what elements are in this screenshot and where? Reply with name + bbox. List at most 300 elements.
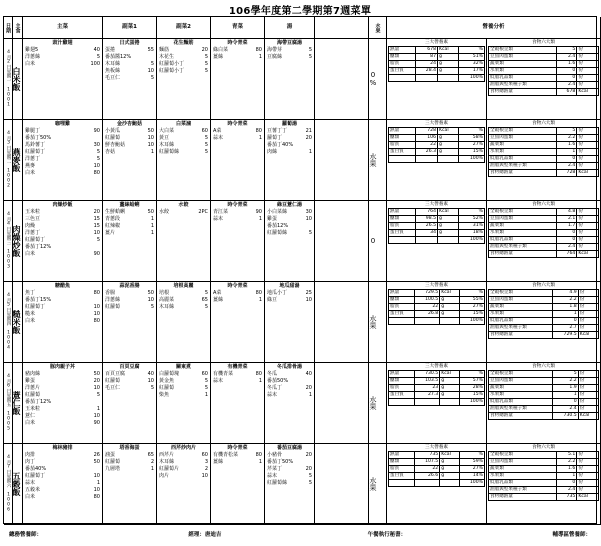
- ingredient-qty: 10: [201, 473, 208, 479]
- ingredient-row: [103, 209, 156, 216]
- ingredient-name: 洋蔥絲: [105, 297, 121, 303]
- ingredient-name: 蒜末: [267, 473, 278, 479]
- ingredient-qty: 60: [201, 452, 208, 458]
- ingredient-row: [157, 290, 210, 297]
- dish-name: 時令青菜: [227, 445, 248, 451]
- macro-cell: g: [438, 61, 459, 68]
- food-group-table: [487, 39, 600, 119]
- macro-cell: [389, 318, 415, 325]
- macro-cell: g: [438, 135, 459, 142]
- ingredient-qty: 5: [204, 61, 208, 67]
- group-cell: 份: [578, 318, 598, 325]
- footer-manager: 經理：唐迪吉: [188, 532, 222, 538]
- ingredient-qty: 5: [96, 54, 100, 60]
- group-cell: 5: [557, 47, 577, 54]
- ingredient-row: [211, 452, 264, 459]
- ingredient-row: [265, 54, 314, 61]
- group-cell: 油脂與堅果種子類: [489, 325, 553, 332]
- ingredient-qty: 50: [147, 128, 154, 134]
- ingredient-name: 魚丁: [25, 290, 36, 296]
- macro-cell: 100%: [459, 480, 484, 487]
- ingredient-name: 冬瓜: [267, 371, 278, 377]
- dish-side1-2: [103, 201, 157, 282]
- macro-table: [387, 444, 487, 524]
- ingredient-name: 紅蘿蔔絲: [267, 230, 288, 236]
- ingredient-row: [23, 406, 102, 413]
- macro-cell: 醣類: [389, 378, 415, 385]
- ingredient-qty: 50: [93, 459, 100, 465]
- ingredient-name: 高麗菜: [159, 297, 175, 303]
- group-cell: 2.4: [552, 406, 578, 413]
- group-cell: 份: [578, 406, 598, 413]
- macro-cell: 32%: [458, 61, 484, 68]
- ingredient-name: 豆腐絲: [267, 54, 283, 60]
- ingredient-name: 木耳絲: [159, 304, 175, 310]
- ingredient-qty: [84, 135, 100, 142]
- group-cell: 1: [557, 149, 577, 156]
- ingredient-qty: 15: [93, 223, 100, 229]
- ingredient-row: [265, 480, 314, 487]
- ingredient-row: [103, 290, 156, 297]
- ingredient-row: [265, 297, 314, 304]
- ingredient-row: [23, 223, 102, 230]
- group-cell: 1.6: [557, 142, 577, 149]
- ingredient-row: [265, 378, 314, 385]
- dish-veg-3: [211, 282, 265, 363]
- staple-name: 燕麥飯: [12, 148, 21, 172]
- ingredient-row: [157, 297, 210, 304]
- group-cell: 油脂與堅果種子類: [489, 406, 553, 413]
- ingredient-row: [211, 297, 264, 304]
- ingredient-name: 雞腿丁: [25, 128, 41, 134]
- ingredient-name: 冬瓜丁: [267, 385, 283, 391]
- ingredient-name: 水餃: [159, 209, 170, 215]
- macro-cell: [438, 156, 459, 163]
- ingredient-name: 黃豆: [159, 135, 170, 141]
- ingredient-qty: [296, 142, 312, 149]
- ingredient-name: 番茄丁15%: [25, 297, 52, 303]
- group-cell: 764: [557, 251, 577, 258]
- group-cell: 728: [557, 170, 577, 177]
- group-cell: 食材總熱量: [489, 413, 553, 420]
- staple-cell: [13, 39, 23, 120]
- ingredient-name: 紅蘿蔔絲: [159, 149, 180, 155]
- ingredient-row: [211, 290, 264, 297]
- ingredient-name: 青蔥段: [105, 216, 121, 222]
- ingredient-name: 香腸: [105, 290, 116, 296]
- macro-cell: Kcal: [438, 128, 459, 135]
- dish-side2-4: [157, 363, 211, 444]
- ingredient-row: [265, 452, 314, 459]
- group-cell: 食材總熱量: [489, 170, 557, 177]
- macro-cell: [416, 237, 438, 244]
- ingredient-row: [23, 251, 102, 258]
- group-cell: 1: [557, 473, 577, 480]
- group-cell: 低脂乳品類: [489, 318, 553, 325]
- macro-cell: 熱量: [389, 209, 416, 216]
- ingredient-name: 蘿蔔丁: [267, 135, 283, 141]
- ingredient-row: [265, 290, 314, 297]
- dish-name: 時令青菜: [227, 121, 248, 127]
- ingredient-row: [23, 142, 102, 149]
- group-cell: 2.4: [557, 244, 577, 251]
- ingredient-row: [23, 385, 102, 392]
- macro-cell: 熱量: [389, 47, 416, 54]
- ingredient-name: 番茄丁12%: [25, 244, 52, 250]
- macro-cell: g: [438, 230, 459, 237]
- dish-main-3: [23, 282, 103, 363]
- group-cell: 食材總熱量: [489, 89, 557, 96]
- group-cell: 0: [557, 237, 577, 244]
- macro-cell: g: [440, 304, 460, 311]
- ingredient-qty: 10: [93, 473, 100, 479]
- group-cell: 全穀根莖類: [489, 371, 553, 378]
- ingredient-name: 麵筋: [159, 47, 170, 53]
- ingredient-row: [103, 128, 156, 135]
- fruit-cell: [369, 201, 387, 282]
- dish-side2-3: [157, 282, 211, 363]
- macro-cell: %: [458, 209, 484, 216]
- ingredient-qty: 90: [93, 251, 100, 257]
- ingredient-name: 白米: [25, 420, 36, 426]
- food-group-table: [487, 282, 600, 362]
- fruit-cell: [369, 120, 387, 201]
- macro-cell: g: [438, 223, 459, 230]
- group-cell: 份: [578, 385, 598, 392]
- ingredient-name: 玉米粒: [25, 406, 41, 412]
- ingredient-qty: 5: [308, 47, 312, 53]
- nutrition-panel: [387, 363, 600, 443]
- ingredient-qty: 5: [308, 230, 312, 236]
- ingredient-name: 木耳絲: [159, 142, 175, 148]
- ingredient-qty: 1: [258, 216, 262, 222]
- macro-cell: 100%: [459, 399, 484, 406]
- macro-cell: 26.6: [415, 473, 440, 480]
- ingredient-row: [211, 371, 264, 378]
- macro-cell: %: [459, 452, 484, 459]
- ingredient-qty: 5: [204, 68, 208, 74]
- group-cell: 份: [578, 371, 598, 378]
- macro-cell: 100%: [458, 237, 484, 244]
- group-cell: 4.9: [552, 290, 578, 297]
- ingredient-name: 肉排: [25, 452, 36, 458]
- dish-main-0: [23, 39, 103, 120]
- macro-cell: 熱量: [389, 371, 415, 378]
- nutrition-cell: [387, 444, 601, 525]
- ingredient-qty: 10: [147, 378, 154, 384]
- macro-cell: g: [440, 392, 460, 399]
- header-side2: 副菜2: [157, 17, 211, 39]
- ingredient-name: 蒜末: [213, 378, 224, 384]
- ingredient-qty: 30: [93, 142, 100, 148]
- ingredient-row: [103, 385, 156, 392]
- ingredient-name: 有機青菜: [213, 371, 234, 377]
- macro-cell: %: [459, 290, 484, 297]
- ingredient-row: [103, 371, 156, 378]
- macro-cell: 28.4: [416, 68, 438, 75]
- ingredient-name: 番茄丁12%: [25, 399, 52, 405]
- ingredient-row: [103, 459, 156, 466]
- macro-cell: [415, 318, 440, 325]
- ingredient-qty: [84, 244, 100, 251]
- ingredient-qty: 20: [305, 452, 312, 458]
- macro-cell: g: [438, 216, 459, 223]
- dish-name: 水餃: [178, 202, 189, 208]
- dish-name: 花生麵筋: [173, 40, 194, 46]
- ingredient-name: A菜: [213, 128, 222, 134]
- macro-cell: 脂質: [389, 61, 416, 68]
- macro-cell: g: [438, 142, 459, 149]
- group-cell: Kcal: [578, 413, 598, 420]
- group-cell: Kcal: [577, 251, 599, 258]
- group-cell: 低脂乳品類: [489, 399, 553, 406]
- ingredient-row: [23, 466, 102, 473]
- footer-executor: 午餐執行秘書：: [367, 532, 407, 538]
- header-fruit: 水果: [369, 17, 387, 39]
- group-cell: 4.8: [557, 209, 577, 216]
- macro-cell: [389, 480, 415, 487]
- ingredient-row: [265, 209, 314, 216]
- group-cell: 豆魚肉蛋類: [489, 216, 557, 223]
- group-cell: 份: [577, 473, 599, 480]
- dish-side2-2: [157, 201, 211, 282]
- ingredient-name: 番茄丁50%: [25, 135, 52, 141]
- ingredient-row: [265, 47, 314, 54]
- header-veg: 青菜: [211, 17, 265, 39]
- ingredient-name: 白蘿蔔塊: [159, 371, 180, 377]
- ingredient-qty: 10: [147, 297, 154, 303]
- ingredient-qty: 10: [93, 487, 100, 493]
- staple-cell: [13, 201, 23, 282]
- group-title: 食物六大類: [532, 283, 555, 288]
- group-cell: 食材總熱量: [489, 332, 553, 339]
- group-cell: 份: [578, 304, 598, 311]
- ingredient-name: 毛豆仁: [105, 75, 121, 81]
- fruit-cell: [369, 39, 387, 120]
- staple-name: 肉燥炒飯: [12, 225, 21, 257]
- ingredient-row: [265, 142, 314, 149]
- ingredient-qty: 10: [93, 311, 100, 317]
- ingredient-row: [265, 392, 314, 399]
- group-cell: 2.2: [557, 459, 577, 466]
- group-cell: 食材總熱量: [489, 251, 557, 258]
- dish-name: 西芹炒肉片: [170, 445, 196, 451]
- dish-name: 咖哩雞: [54, 121, 70, 127]
- ingredient-name: 滷蛋: [105, 452, 116, 458]
- nutrition-cell: [387, 120, 601, 201]
- ingredient-row: [157, 135, 210, 142]
- macro-cell: g: [440, 385, 460, 392]
- ingredient-row: [23, 392, 102, 399]
- ingredient-qty: 40: [147, 371, 154, 377]
- ingredient-row: [265, 149, 314, 156]
- ingredient-name: 紅蘿蔔: [105, 135, 121, 141]
- staple-name: 薏仁飯: [12, 391, 21, 415]
- group-cell: 1.6: [557, 61, 577, 68]
- ingredient-name: 紅蘿蔔: [25, 392, 41, 398]
- macro-cell: g: [438, 68, 459, 75]
- group-cell: 份: [577, 75, 599, 82]
- dish-veg-2: [211, 201, 265, 282]
- ingredient-qty: 90: [255, 209, 262, 215]
- group-cell: 2.2: [552, 297, 578, 304]
- ingredient-name: 白米: [25, 61, 36, 67]
- ingredient-qty: 5: [204, 304, 208, 310]
- macro-cell: 醣類: [389, 297, 415, 304]
- ingredient-row: [23, 237, 102, 244]
- macro-cell: 103.5: [415, 378, 440, 385]
- group-cell: 份: [577, 459, 599, 466]
- dish-name: 關東煮: [175, 364, 191, 370]
- macro-cell: 26.5: [416, 223, 438, 230]
- ingredient-name: 小豬骨: [267, 452, 283, 458]
- macro-cell: 31%: [458, 223, 484, 230]
- ingredient-name: 毛豆仁: [105, 385, 121, 391]
- ingredient-name: 紅蘿蔔: [105, 304, 121, 310]
- dish-soup-0: [265, 39, 315, 120]
- dish-name: 有機青菜: [227, 364, 248, 370]
- group-cell: 2.4: [557, 487, 577, 494]
- fruit-label: 0%: [369, 71, 377, 87]
- ingredient-name: 小黃瓜: [105, 128, 121, 134]
- ingredient-qty: 5: [308, 473, 312, 479]
- ingredient-row: [23, 47, 102, 54]
- macro-cell: %: [458, 47, 484, 54]
- ingredient-name: 三色豆: [25, 216, 41, 222]
- group-cell: 2.2: [552, 378, 578, 385]
- group-cell: 豆魚肉蛋類: [489, 459, 557, 466]
- macro-cell: [415, 480, 440, 487]
- ingredient-qty: 10: [93, 230, 100, 236]
- extra-cell: [315, 282, 369, 363]
- ingredient-name: 番茄50%: [267, 378, 289, 384]
- dish-name: 糖醋魚: [54, 283, 70, 289]
- ingredient-name: 木耳絲: [159, 459, 175, 465]
- ingredient-row: [23, 61, 102, 68]
- group-cell: 1: [552, 311, 578, 318]
- ingredient-row: [265, 371, 314, 378]
- macro-cell: 100%: [459, 318, 484, 325]
- dish-soup-1: [265, 120, 315, 201]
- group-cell: 份: [577, 82, 599, 89]
- nutrition-panel: [387, 120, 600, 200]
- macro-cell: 脂質: [389, 304, 415, 311]
- ingredient-row: [157, 304, 210, 311]
- ingredient-qty: 20: [93, 209, 100, 215]
- ingredient-name: 百頁豆腐: [105, 371, 126, 377]
- dish-veg-5: [211, 444, 265, 525]
- ingredient-qty: 90: [93, 420, 100, 426]
- dish-name: 冬瓜排骨湯: [276, 364, 302, 370]
- header-main: 主菜: [23, 17, 103, 39]
- group-cell: 份: [578, 290, 598, 297]
- group-cell: 份: [577, 128, 599, 135]
- group-title: 食物六大類: [532, 202, 555, 207]
- group-cell: 0: [557, 230, 577, 237]
- macro-cell: 醣類: [389, 54, 416, 61]
- ingredient-row: [157, 142, 210, 149]
- macro-title: 三大營養素: [425, 283, 448, 288]
- ingredient-name: 洋蔥片: [25, 385, 41, 391]
- macro-cell: g: [440, 378, 460, 385]
- ingredient-qty: 50: [147, 290, 154, 296]
- ingredient-qty: [296, 378, 312, 385]
- macro-cell: 34: [416, 230, 438, 237]
- ingredient-qty: 2: [150, 459, 154, 465]
- extra-cell: [315, 39, 369, 120]
- group-cell: 蔬菜類: [489, 385, 553, 392]
- ingredient-row: [23, 371, 102, 378]
- ingredient-qty: 80: [255, 128, 262, 134]
- ingredient-row: [103, 149, 156, 156]
- staple-name: 糙米飯: [12, 310, 21, 334]
- dish-name: 豚肉親子丼: [49, 364, 75, 370]
- ingredient-name: 雞蛋: [25, 378, 36, 384]
- ingredient-qty: 5: [308, 480, 312, 486]
- ingredient-qty: 60: [201, 128, 208, 134]
- ingredient-name: 九層塔: [105, 466, 121, 472]
- ingredient-row: [23, 163, 102, 170]
- dish-main-5: [23, 444, 103, 525]
- ingredient-qty: 50: [93, 371, 100, 377]
- ingredient-row: [103, 297, 156, 304]
- dish-side1-4: [103, 363, 157, 444]
- group-cell: 2.4: [557, 163, 577, 170]
- macro-cell: 728: [416, 128, 438, 135]
- dish-soup-4: [265, 363, 315, 444]
- ingredient-qty: 5: [150, 61, 154, 67]
- header-nutrition: 營養分析: [387, 17, 601, 39]
- staple-cell: [13, 120, 23, 201]
- ingredient-name: 青江菜: [213, 209, 229, 215]
- ingredient-qty: 3: [204, 459, 208, 465]
- ingredient-name: 木耳絲: [105, 61, 121, 67]
- ingredient-name: 糙米: [25, 311, 36, 317]
- dish-side1-5: [103, 444, 157, 525]
- ingredient-row: [23, 244, 102, 251]
- macro-cell: [438, 75, 459, 82]
- dish-main-1: [23, 120, 103, 201]
- ingredient-qty: 20: [201, 47, 208, 53]
- ingredient-name: 培根: [159, 290, 170, 296]
- group-cell: 全穀根莖類: [489, 47, 557, 54]
- extra-cell: [315, 444, 369, 525]
- group-cell: 低脂乳品類: [489, 156, 557, 163]
- ingredient-row: [23, 459, 102, 466]
- ingredient-qty: 5: [96, 149, 100, 155]
- macro-cell: 55%: [459, 297, 484, 304]
- macro-cell: 蛋白質: [389, 230, 416, 237]
- macro-cell: 22: [416, 142, 438, 149]
- group-cell: 豆魚肉蛋類: [489, 135, 557, 142]
- ingredient-qty: 80: [255, 371, 262, 377]
- staple-name: 五穀飯: [12, 472, 21, 496]
- day-date: 4月2日星期一 1001: [4, 39, 13, 120]
- macro-title: 三大營養素: [425, 40, 448, 45]
- ingredient-name: 雞蛋: [267, 216, 278, 222]
- ingredient-name: 洋蔥丁: [25, 156, 41, 162]
- ingredient-qty: 80: [93, 494, 100, 500]
- macro-cell: 17%: [458, 68, 484, 75]
- ingredient-name: 白米: [25, 251, 36, 257]
- ingredient-qty: 2PC: [198, 209, 208, 215]
- ingredient-row: [23, 399, 102, 406]
- day-date: 4月3日星期二 1002: [4, 120, 13, 201]
- nutrition-cell: [387, 282, 601, 363]
- macro-cell: 醣類: [389, 459, 415, 466]
- macro-cell: [416, 156, 438, 163]
- ingredient-name: 紅蘿蔔: [105, 459, 121, 465]
